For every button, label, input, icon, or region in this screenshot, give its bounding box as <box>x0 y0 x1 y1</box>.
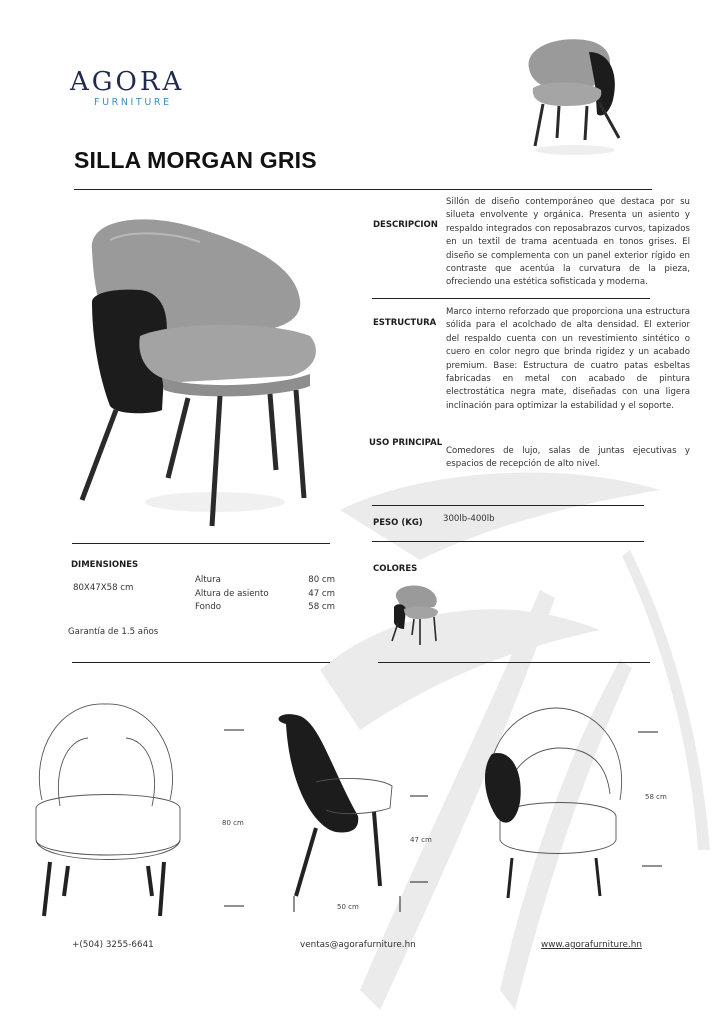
depth-measure: 58 cm <box>645 793 667 801</box>
footer-email[interactable]: ventas@agorafurniture.hn <box>300 940 416 950</box>
height-measure: 80 cm <box>222 819 244 827</box>
brand-logo <box>70 68 200 110</box>
title-divider <box>74 189 652 190</box>
dimension-row <box>195 602 335 616</box>
width-measure: 50 cm <box>337 903 359 911</box>
brand-sub: FURNITURE <box>94 97 172 108</box>
use-divider <box>372 505 644 506</box>
weight-value: 300lb-400lb <box>443 514 495 524</box>
side-view-drawing <box>279 714 392 896</box>
footer-phone[interactable]: +(504) 3255-6641 <box>72 940 154 950</box>
footer-website-link[interactable]: www.agorafurniture.hn <box>541 940 642 950</box>
seat-height-measure: 47 cm <box>410 836 432 844</box>
dimensions-overall: 80X47X58 cm <box>73 583 134 593</box>
warranty-text: Garantía de 1.5 años <box>68 627 159 637</box>
dimension-name: Altura <box>195 575 221 585</box>
product-title: SILLA MORGAN GRIS <box>74 147 317 173</box>
description-divider <box>372 298 650 299</box>
front-view-legs <box>44 862 164 916</box>
dimensions-bottom-divider <box>72 662 330 663</box>
use-text: Comedores de lujo, salas de juntas ejecutivas y espacios de recepción de alto nivel. <box>446 446 690 470</box>
rear-view-panel <box>485 753 521 823</box>
chair-thumbnail-image <box>515 30 630 158</box>
dimension-name: Fondo <box>195 602 222 612</box>
chair-main-image <box>70 210 340 530</box>
colors-divider <box>378 662 650 663</box>
dimension-name: Altura de asiento <box>195 588 269 599</box>
dimension-value: 47 cm <box>308 588 335 599</box>
structure-text: Marco interno reforzado que proporciona una estructura sólida para el acolchado de alta densidad. El exterior del respaldo cuenta con un revestimiento sintético o cuero en color negro que brinda rigidez y un acabado premium. Base: Estructura de cuatro patas esbeltas fabricadas en metal con acabado de pintura electrostática negra mate, diseñadas con una ligera inclinación para optimizar la estabilidad y el soporte. <box>446 307 690 411</box>
rear-view-legs <box>508 858 600 898</box>
dimensions-table <box>195 575 335 616</box>
use-label: USO PRINCIPAL <box>369 438 443 448</box>
colors-label: COLORES <box>373 564 418 574</box>
color-swatch-gray-chair[interactable] <box>390 583 442 647</box>
front-view-drawing <box>36 704 180 860</box>
dimension-row <box>195 589 335 603</box>
dimensions-top-divider <box>72 543 330 544</box>
description-label: DESCRIPCION <box>373 220 438 230</box>
dimensions-label: DIMENSIONES <box>71 560 139 570</box>
structure-label: ESTRUCTURA <box>373 318 437 328</box>
dimension-row <box>195 575 335 589</box>
weight-label: PESO (KG) <box>373 518 423 528</box>
brand-name: AGORA <box>70 67 185 97</box>
dimension-value: 80 cm <box>308 575 335 585</box>
description-text: Sillón de diseño contemporáneo que destaca por su silueta envolvente y orgánica. Presenta un asiento y respaldo integrados con reposabrazos curvos, tapizados en un textil de trama acentuada en tonos grises. El diseño se complementa con un panel exterior rígido en contraste que acentúa la curvatura de la pieza, ofreciendo una estética sofisticada y moderna. <box>446 197 690 288</box>
weight-divider <box>372 541 644 542</box>
technical-drawings <box>20 690 700 930</box>
dimension-value: 58 cm <box>308 602 335 612</box>
